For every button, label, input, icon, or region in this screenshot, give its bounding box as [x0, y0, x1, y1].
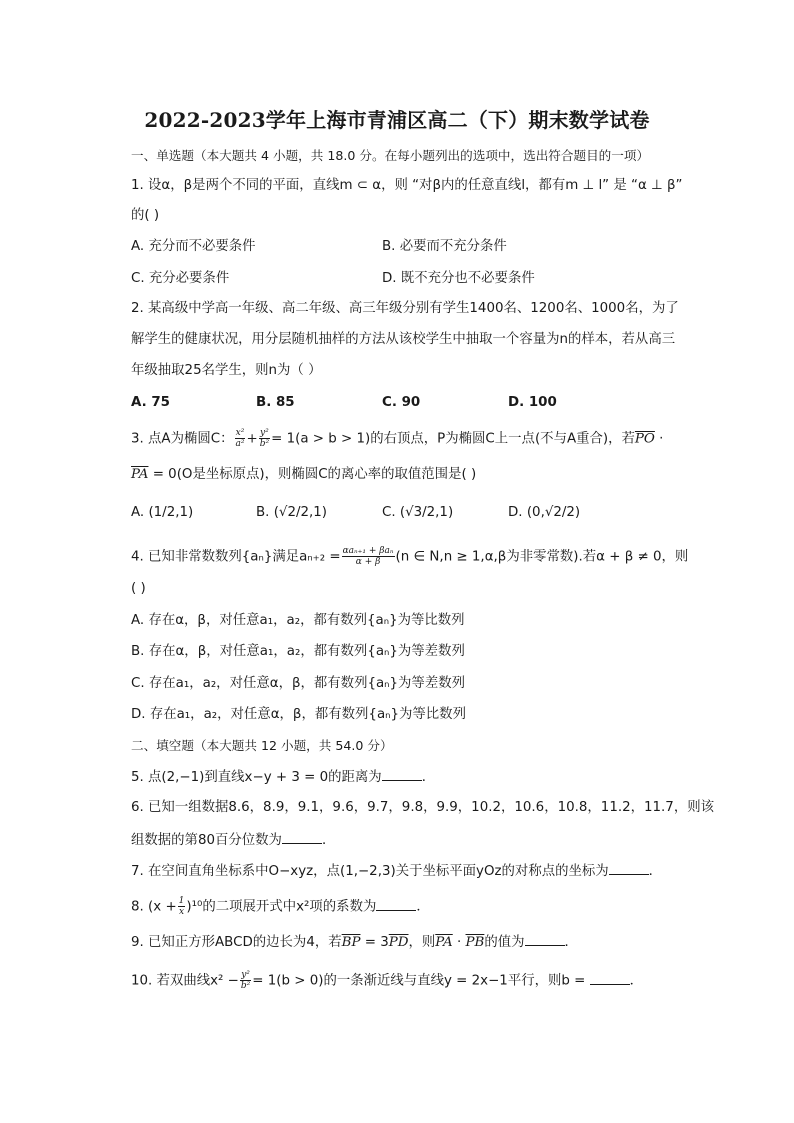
question-3-prefix: 3. 点A为椭圆C：	[131, 431, 234, 447]
dot-operator: ·	[452, 935, 466, 950]
question-1-option-d: D. 既不充分也不必要条件	[382, 271, 535, 286]
fraction-denominator: b²	[240, 981, 251, 991]
question-5	[131, 768, 435, 787]
fraction-y2-over-b2	[240, 970, 251, 991]
question-3-option-b: B. (√2/2,1)	[256, 505, 328, 520]
question-10-stem: = 1(b > 0)的一条渐近线与直线y = 2x−1平行，则b =	[252, 973, 590, 989]
dot-operator: ·	[654, 431, 664, 447]
question-6-stem-tail: 组数据的第80百分位数为	[131, 833, 282, 848]
question-5-stem: 5. 点(2,−1)到直线x−y + 3 = 0的距离为	[131, 770, 382, 785]
question-8-stem: )¹⁰的二项展开式中x²项的系数为	[186, 899, 377, 915]
question-2-option-b: B. 85	[256, 395, 295, 410]
answer-blank	[376, 898, 416, 911]
question-10-prefix: 10. 若双曲线x² −	[131, 973, 239, 989]
question-7	[131, 862, 662, 881]
fraction-numerator: x²	[235, 428, 245, 438]
plus-sign: +	[246, 431, 258, 447]
fraction-recurrence	[342, 546, 395, 567]
question-8	[131, 896, 430, 917]
question-4-option-c: C. 存在a₁，a₂，对任意α，β，都有数列{aₙ}为等差数列	[131, 676, 465, 691]
question-3-stem-cont	[131, 466, 476, 484]
fraction-numerator: y²	[241, 970, 250, 980]
question-4-prefix: 4. 已知非常数数列{aₙ}满足aₙ₊₂ =	[131, 549, 341, 565]
fraction-numerator: 1	[178, 896, 185, 906]
question-6-stem-cont	[131, 831, 335, 850]
question-1-option-c: C. 充分必要条件	[131, 271, 230, 286]
vector-po: $\overline{PO}$	[634, 431, 655, 447]
question-8-prefix: 8. (x +	[131, 899, 177, 915]
question-3-condition: = 1(a > b > 1)的右顶点，P为椭圆C上一点(不与A重合)，若	[271, 431, 635, 447]
question-3-stem-tail: = 0(O是坐标原点)，则椭圆C的离心率的取值范围是( )	[148, 467, 477, 482]
question-2-stem-cont: 解学生的健康状况，用分层随机抽样的方法从该校学生中抽取一个容量为n的样本，若从高三	[131, 332, 676, 347]
page-title: 2022-2023学年上海市青浦区高二（下）期末数学试卷	[144, 108, 650, 132]
question-1-option-b: B. 必要而不充分条件	[382, 239, 507, 254]
question-7-stem: 7. 在空间直角坐标系中O−xyz，点(1,−2,3)关于坐标平面yOz的对称点的坐标为	[131, 864, 609, 879]
question-6-stem: 6. 已知一组数据8.6，8.9，9.1，9.6，9.7，9.8，9.9，10.2，10.6，10.8，11.2，11.7，则该	[131, 800, 714, 815]
vector-pa: $\overline{PA}$	[131, 467, 149, 482]
question-3-option-d: D. (0,√2/2)	[508, 505, 581, 520]
fraction-numerator: y²	[260, 428, 269, 438]
fraction-one-over-x	[178, 896, 186, 917]
question-3-stem	[131, 428, 663, 449]
equals-three: = 3	[360, 935, 389, 950]
then-text: ，则	[408, 935, 436, 950]
period-mark: ．	[629, 973, 644, 989]
fraction-x2-over-a2	[235, 428, 246, 449]
question-2-option-a: A. 75	[131, 395, 170, 410]
question-4-option-d: D. 存在a₁，a₂，对任意α，β，都有数列{aₙ}为等比数列	[131, 707, 466, 722]
period-mark: ．	[321, 833, 336, 848]
period-mark: ．	[564, 935, 578, 950]
question-10	[131, 970, 643, 991]
answer-blank	[609, 862, 649, 875]
vector-pa: $\overline{PA}$	[435, 935, 453, 950]
fraction-denominator: a²	[235, 439, 245, 449]
fraction-denominator: α + β	[355, 557, 381, 567]
question-1-option-a: A. 充分而不必要条件	[131, 239, 256, 254]
question-4-condition: (n ∈ N,n ≥ 1,α,β为非零常数).若α + β ≠ 0，则	[395, 549, 689, 565]
question-4-option-b: B. 存在α，β，对任意a₁，a₂，都有数列{aₙ}为等差数列	[131, 644, 465, 659]
section-heading-single-choice: 一、单选题（本大题共 4 小题，共 18.0 分。在每小题列出的选项中，选出符合题目的一项）	[131, 148, 650, 163]
question-2-option-c: C. 90	[382, 395, 421, 410]
question-1-stem-cont: 的( )	[131, 208, 160, 223]
answer-blank	[282, 831, 322, 844]
vector-pd: $\overline{PD}$	[388, 935, 409, 950]
vector-pb: $\overline{PB}$	[465, 935, 485, 950]
question-2-stem-cont2: 年级抽取25名学生，则n为（ ）	[131, 363, 322, 378]
fraction-denominator: x	[179, 907, 185, 917]
period-mark: ．	[648, 864, 663, 879]
question-2-option-d: D. 100	[508, 395, 557, 410]
question-4-stem	[131, 546, 688, 567]
question-1-stem: 1. 设α，β是两个不同的平面，直线m ⊂ α，则 “对β内的任意直线l，都有m ⊥ l” 是 “α ⊥ β”	[131, 178, 683, 193]
answer-blank	[590, 972, 630, 985]
question-9	[131, 933, 578, 952]
question-4-stem-cont: ( )	[131, 581, 146, 596]
answer-blank	[382, 768, 422, 781]
fraction-y2-over-b2	[259, 428, 270, 449]
question-2-stem: 2. 某高级中学高一年级、高二年级、高三年级分别有学生1400名、1200名、1000名，为了	[131, 301, 679, 316]
question-9-prefix: 9. 已知正方形ABCD的边长为4，若	[131, 935, 342, 950]
fraction-denominator: b²	[259, 439, 270, 449]
period-mark: ．	[421, 770, 436, 785]
vector-bp: $\overline{BP}$	[341, 935, 361, 950]
question-4-option-a: A. 存在α，β，对任意a₁，a₂，都有数列{aₙ}为等比数列	[131, 613, 465, 628]
answer-blank	[525, 933, 565, 946]
section-heading-fill-in: 二、填空题（本大题共 12 小题，共 54.0 分）	[131, 738, 393, 753]
period-mark: ．	[416, 899, 430, 915]
question-9-stem: 的值为	[484, 935, 525, 950]
question-3-option-a: A. (1/2,1)	[131, 505, 194, 520]
question-3-option-c: C. (√3/2,1)	[382, 505, 454, 520]
fraction-numerator: αaₙ₊₁ + βaₙ	[342, 546, 394, 556]
